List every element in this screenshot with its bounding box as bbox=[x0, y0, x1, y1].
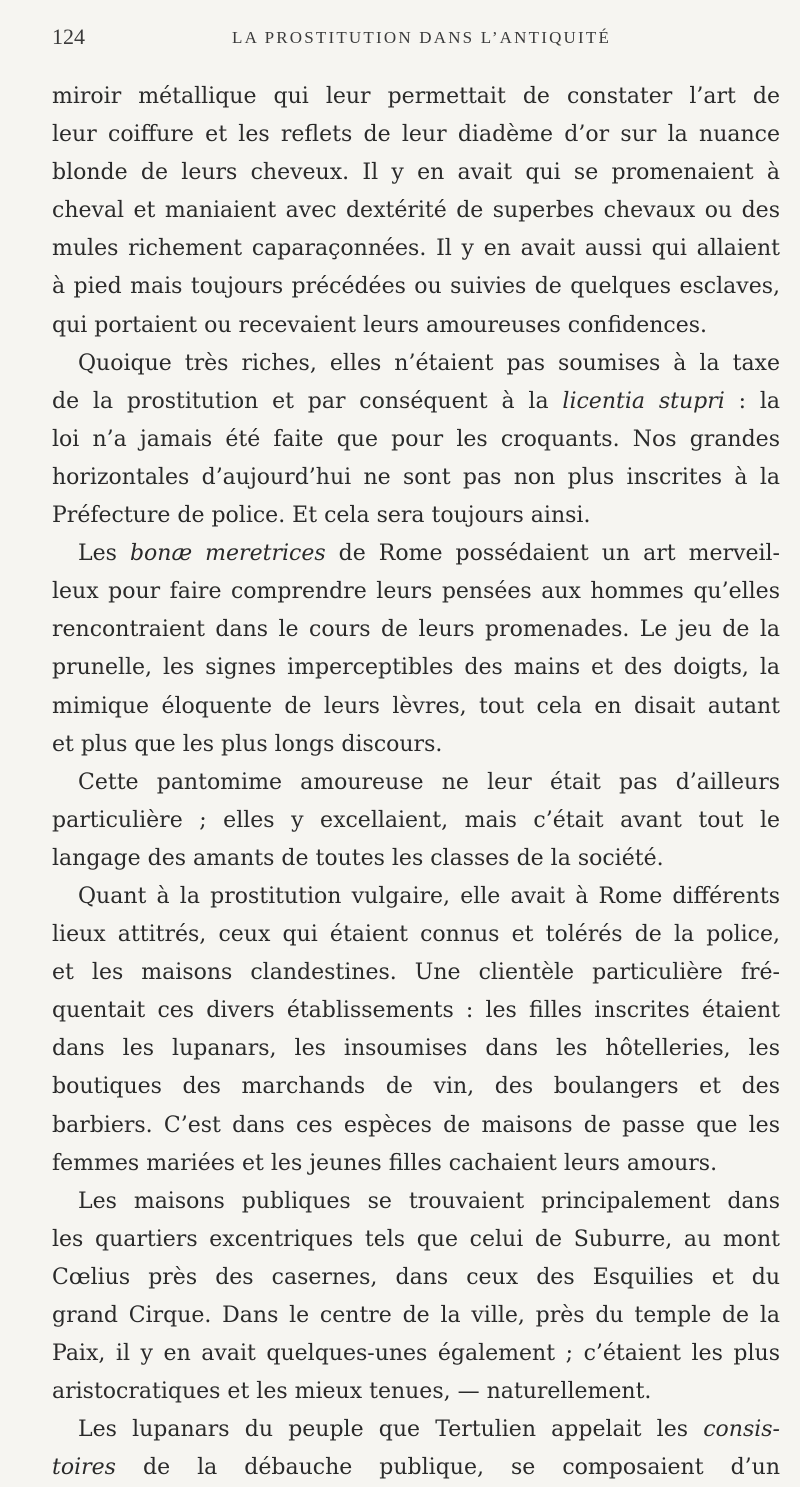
text-line: mules richement caparaçonnées. Il y en avait aussi qui allaient bbox=[52, 236, 780, 262]
text-line: grand Cirque. Dans le centre de la ville, près du temple de la bbox=[52, 1303, 780, 1328]
running-title: LA PROSTITUTION DANS L’ANTIQUITÉ bbox=[232, 28, 612, 47]
text-line: qui portaient ou recevaient leurs amoureuses confidences. bbox=[52, 312, 708, 338]
text-line: barbiers. C’est dans ces espèces de maisons de passe que les bbox=[52, 1112, 780, 1138]
running-header bbox=[52, 18, 752, 58]
text-line: mimique éloquente de leurs lèvres, tout cela en disait autant bbox=[52, 693, 780, 719]
text-line: et les maisons clandestines. Une clientèle particulière fré- bbox=[52, 960, 780, 986]
text-line: Cette pantomime amoureuse ne leur était pas d’ailleurs bbox=[78, 769, 780, 795]
text-line: blonde de leurs cheveux. Il y en avait qui se promenaient à bbox=[52, 160, 780, 186]
text-line: particulière ; elles y excellaient, mais c’était avant tout le bbox=[52, 807, 780, 833]
text-line: et plus que les plus longs discours. bbox=[52, 731, 443, 757]
text-line: Quoique très riches, elles n’étaient pas soumises à la taxe bbox=[78, 350, 780, 376]
text-line: langage des amants de toutes les classes de la société. bbox=[52, 845, 664, 871]
text-line: leur coiffure et les reflets de leur diadème d’or sur la nuance bbox=[52, 122, 780, 148]
text-line: lieux attitrés, ceux qui étaient connus et tolérés de la police, bbox=[52, 922, 780, 948]
text-line: Préfecture de police. Et cela sera toujours ainsi. bbox=[52, 503, 591, 529]
text-line: cheval et maniaient avec dextérité de superbes chevaux ou des bbox=[52, 198, 780, 224]
text-line: dans les lupanars, les insoumises dans les hôtelleries, les bbox=[52, 1036, 780, 1062]
body-text bbox=[52, 78, 780, 1487]
text-line: horizontales d’aujourd’hui ne sont pas non plus inscrites à la bbox=[52, 464, 780, 490]
text-line: à pied mais toujours précédées ou suivies de quelques esclaves, bbox=[52, 274, 780, 300]
text-line: de la prostitution et par conséquent à la licentia stupri : la bbox=[52, 388, 780, 414]
text-line: toires de la débauche publique, se composaient d’un bbox=[52, 1455, 780, 1481]
text-line: prunelle, les signes imperceptibles des mains et des doigts, la bbox=[52, 655, 780, 681]
text-line: quentait ces divers établissements : les filles inscrites étaient bbox=[52, 998, 780, 1024]
text-line: Les maisons publiques se trouvaient principalement dans bbox=[78, 1188, 780, 1214]
text-line: Les lupanars du peuple que Tertulien appelait les consis- bbox=[78, 1417, 780, 1443]
text-line: Paix, il y en avait quelques-unes également ; c’étaient les plus bbox=[52, 1341, 780, 1367]
text-line: Les bonæ meretrices de Rome possédaient un art merveil- bbox=[78, 541, 780, 567]
text-line: rencontraient dans le cours de leurs promenades. Le jeu de la bbox=[52, 617, 780, 643]
text-line: leux pour faire comprendre leurs pensées aux hommes qu’elles bbox=[52, 579, 780, 605]
text-line: aristocratiques et les mieux tenues, — naturellement. bbox=[52, 1379, 652, 1405]
text-line: Cœlius près des casernes, dans ceux des Esquilies et du bbox=[52, 1264, 780, 1290]
text-line: miroir métallique qui leur permettait de constater l’art de bbox=[52, 84, 780, 109]
text-line: loi n’a jamais été faite que pour les croquants. Nos grandes bbox=[52, 426, 780, 452]
text-line: les quartiers excentriques tels que celui de Suburre, au mont bbox=[52, 1226, 780, 1252]
page-number: 124 bbox=[52, 24, 85, 49]
text-line: boutiques des marchands de vin, des boulangers et des bbox=[52, 1074, 780, 1100]
text-line: femmes mariées et les jeunes filles cachaient leurs amours. bbox=[52, 1150, 718, 1176]
text-line: Quant à la prostitution vulgaire, elle avait à Rome différents bbox=[78, 883, 780, 909]
